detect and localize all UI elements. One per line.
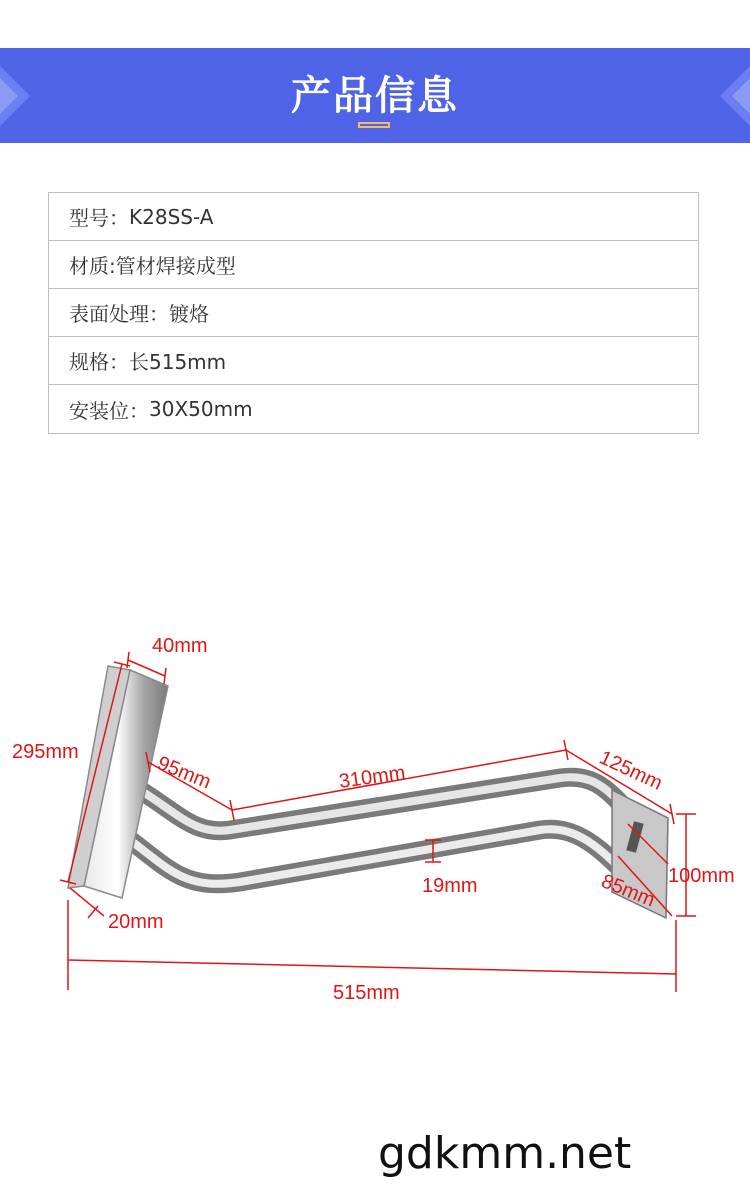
dim-label-95mm: 95mm [154,752,214,794]
spec-row-mount [49,385,698,433]
dim-label-125mm: 125mm [595,746,666,795]
spec-row-material [49,241,698,289]
dim-label-40mm: 40mm [152,635,208,657]
spec-label: 型号： [69,206,129,230]
dim-label-310mm: 310mm [337,761,407,793]
spec-value: 镀烙 [169,302,209,326]
dim-label-100mm: 100mm [668,865,735,887]
spec-label: 材质: [69,254,116,278]
header-banner [0,48,750,143]
dim-label-19mm: 19mm [422,875,478,897]
spec-label: 表面处理： [69,302,169,326]
spec-value: 30X50mm [149,397,253,421]
spec-table [48,192,699,434]
dim-label-515mm: 515mm [333,982,400,1004]
product-dimension-diagram [0,600,750,1020]
title-underline [358,122,390,128]
spec-label: 规格： [69,350,129,374]
dim-label-295mm: 295mm [12,741,79,763]
spec-label: 安装位： [69,398,149,423]
spec-value: 管材焊接成型 [115,254,236,278]
bracket-tubes [130,777,640,890]
spec-row-size [49,337,698,385]
spec-row-surface [49,289,698,337]
banner-title: 产品信息 [291,73,459,119]
spec-row-model [49,193,698,241]
dim-label-85mm: 85mm [598,870,658,912]
footer-watermark: gdkmm.net [378,1128,632,1179]
spec-value: K28SS-A [129,204,214,229]
spec-value: 长515mm [129,350,227,374]
dim-label-20mm: 20mm [108,911,164,933]
